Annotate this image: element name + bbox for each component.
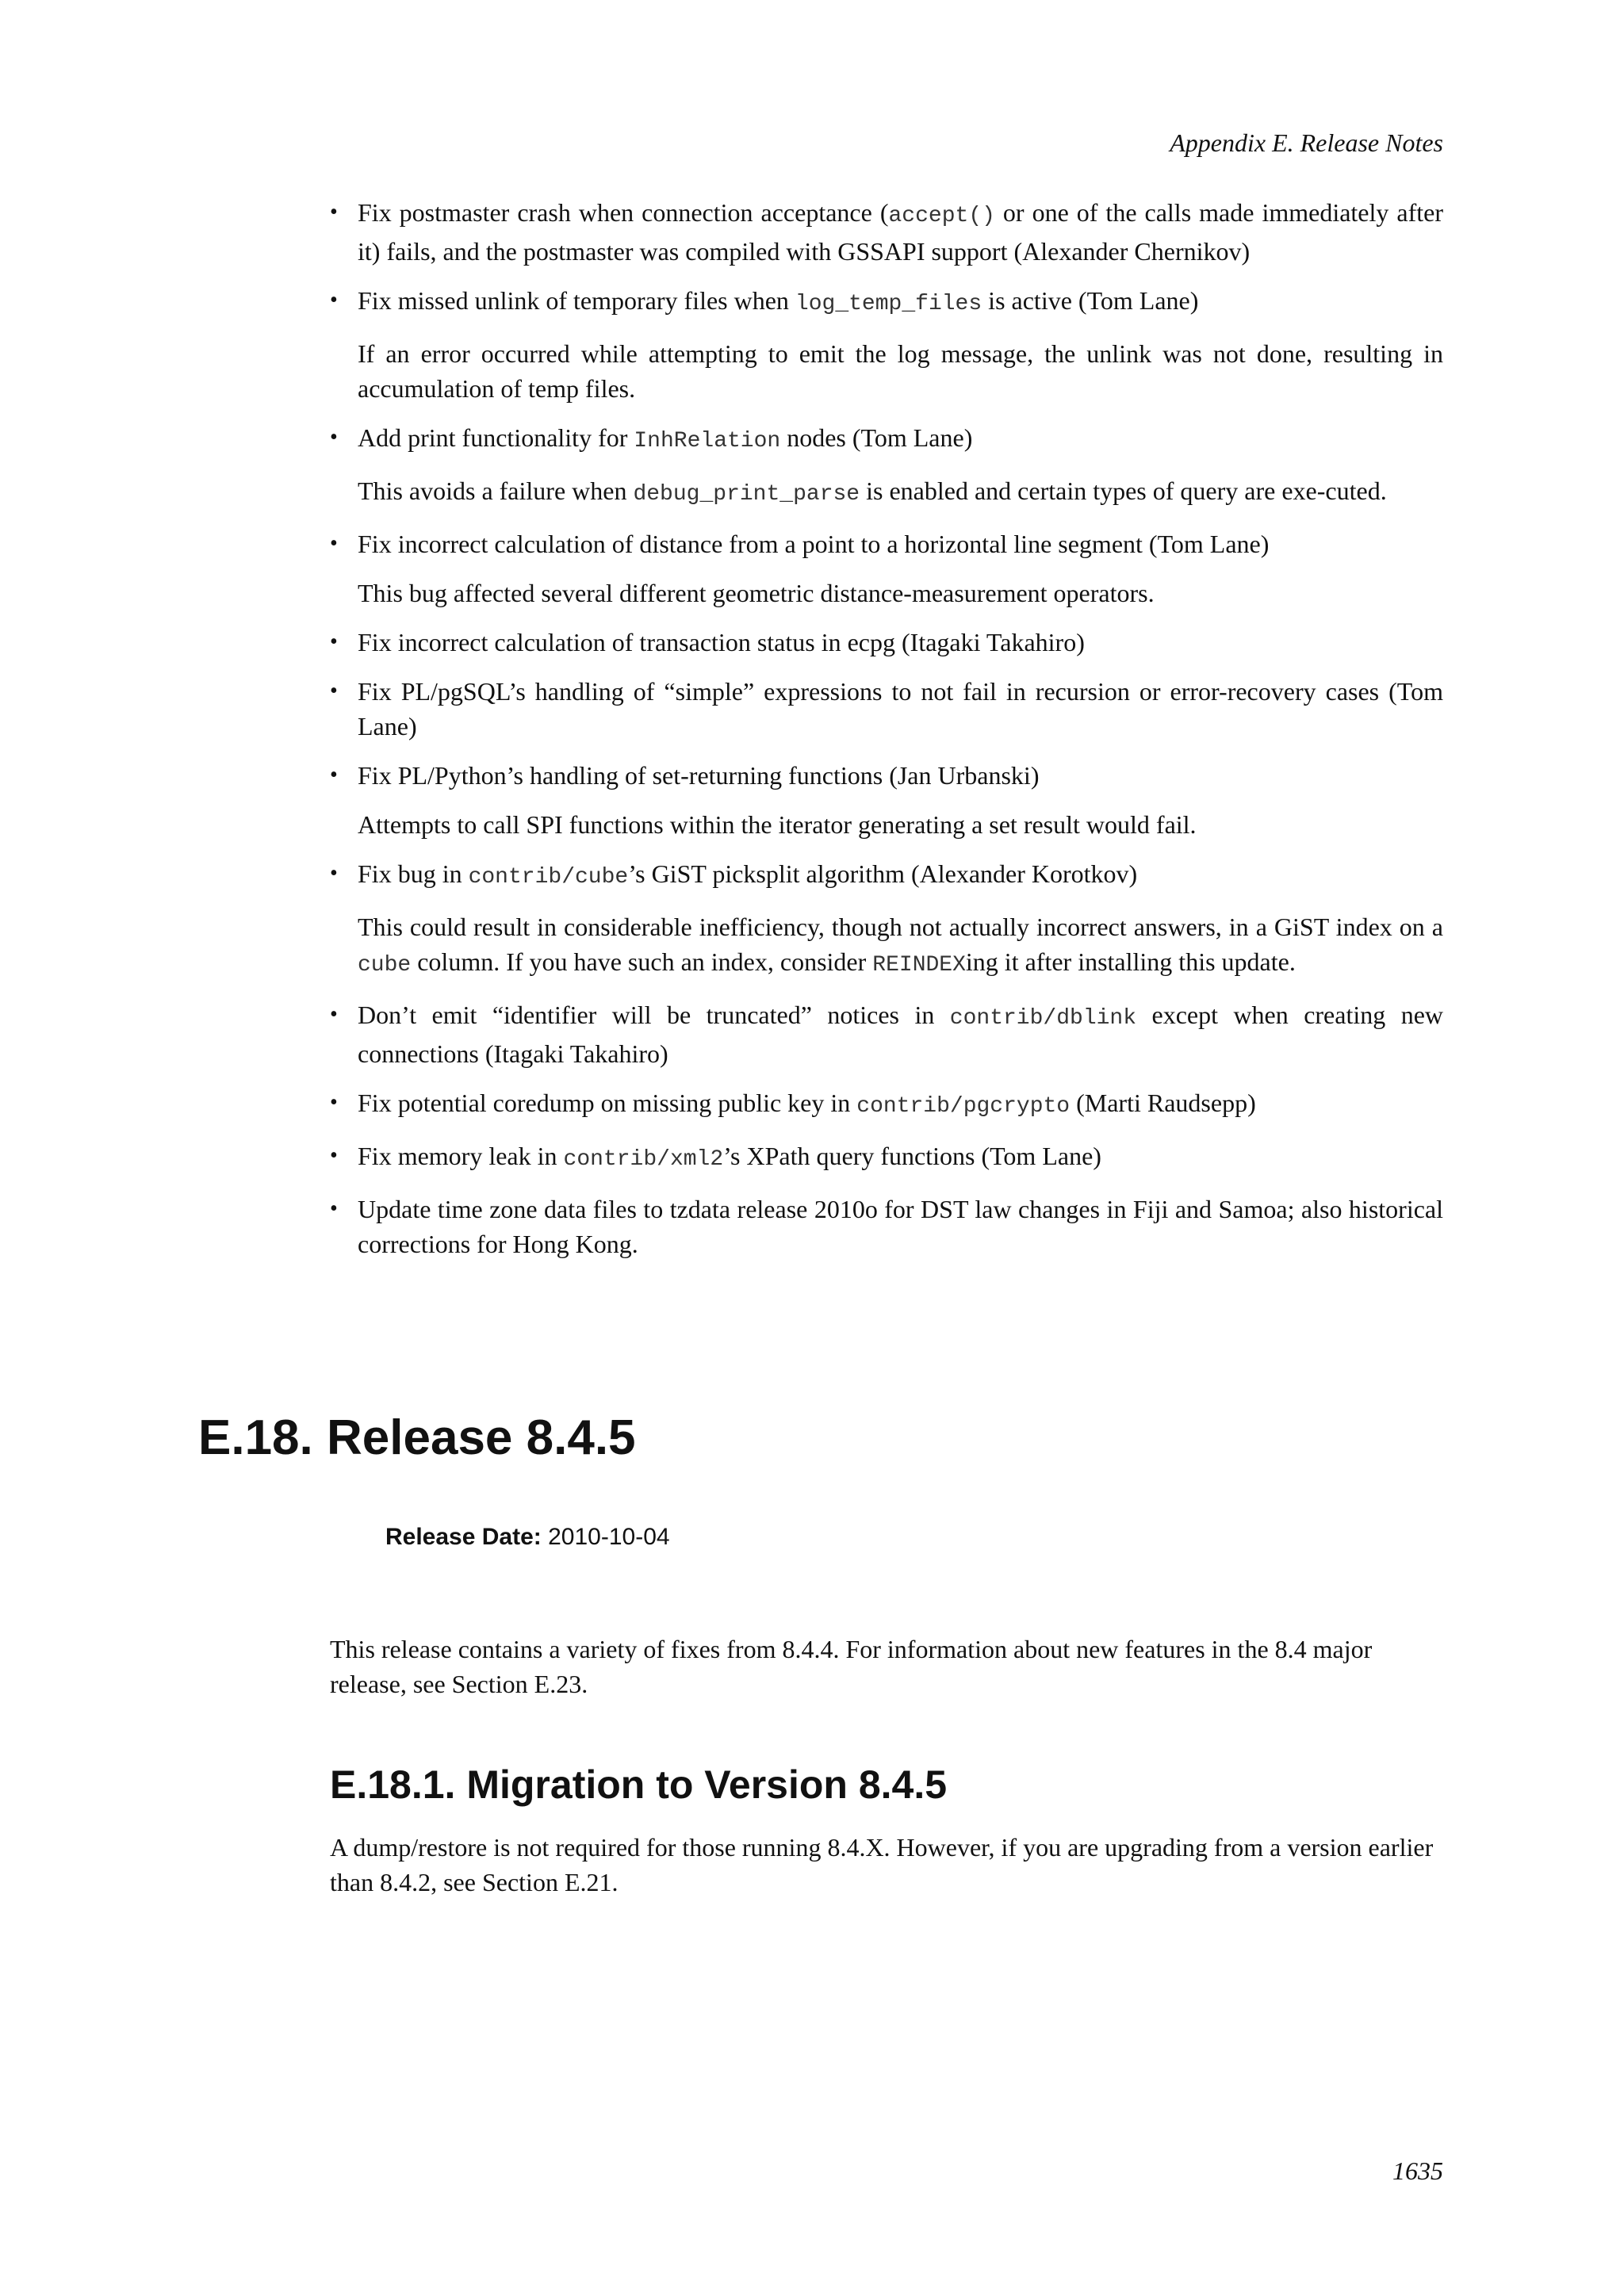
release-date-value: 2010-10-04 bbox=[548, 1524, 670, 1550]
bullet-icon: • bbox=[330, 1002, 338, 1027]
item-summary bbox=[358, 625, 1443, 660]
text-run: This avoids a failure when bbox=[358, 476, 634, 505]
item-detail bbox=[358, 576, 1443, 610]
section-intro: This release contains a variety of fixes from 8.4.4. For information about new features in the 8.4 major release, see Section E.23. bbox=[330, 1635, 1373, 1698]
bullet-icon: • bbox=[330, 763, 338, 787]
fix-list bbox=[330, 195, 1443, 1261]
text-run: column. If you have such an index, consider bbox=[411, 947, 873, 976]
subsection-title: E.18.1. Migration to Version 8.4.5 bbox=[330, 1762, 948, 1807]
item-summary bbox=[358, 997, 1443, 1071]
code-literal: contrib/xml2 bbox=[563, 1147, 724, 1172]
text-run: Fix postmaster crash when connection acceptance ( bbox=[358, 198, 889, 227]
item-detail bbox=[358, 909, 1443, 983]
code-literal: cube bbox=[358, 953, 412, 978]
release-notes-content bbox=[330, 195, 1443, 1276]
text-run: If an error occurred while attempting to emit the log message, the unlink was not done, resulting in accumulation of temp files. bbox=[358, 339, 1443, 403]
text-run: except when creating new connections (Itagaki Takahiro) bbox=[358, 1001, 1444, 1068]
list-item bbox=[330, 856, 1443, 983]
bullet-icon: • bbox=[330, 1196, 338, 1221]
text-run: or one of the calls made immediately after it) fails, and the postmaster was compiled with GSSAPI support (Alexander Chernikov) bbox=[358, 198, 1444, 266]
code-literal: contrib/dblink bbox=[949, 1006, 1137, 1031]
item-detail bbox=[358, 473, 1443, 512]
bullet-icon: • bbox=[330, 679, 338, 703]
text-run: Fix incorrect calculation of transaction status in ecpg (Itagaki Takahiro) bbox=[358, 628, 1085, 656]
list-item bbox=[330, 1138, 1443, 1177]
list-item bbox=[330, 674, 1443, 744]
item-summary bbox=[358, 526, 1443, 561]
item-summary bbox=[358, 758, 1443, 793]
item-summary bbox=[358, 856, 1443, 895]
item-summary bbox=[358, 674, 1443, 744]
item-detail bbox=[358, 807, 1443, 842]
text-run: Fix PL/pgSQL’s handling of “simple” expressions to not fail in recursion or error-recovery cases (Tom Lane) bbox=[358, 677, 1443, 740]
list-item bbox=[330, 997, 1443, 1071]
page-number: 1635 bbox=[1392, 2156, 1443, 2185]
bullet-icon: • bbox=[330, 200, 338, 224]
bullet-icon: • bbox=[330, 1090, 338, 1115]
text-run: Update time zone data files to tzdata release 2010o for DST law changes in Fiji and Samoa; also historical corrections for Hong Kong. bbox=[358, 1195, 1443, 1258]
text-run: Fix potential coredump on missing public key in bbox=[358, 1089, 857, 1117]
bullet-icon: • bbox=[330, 531, 338, 556]
item-summary bbox=[358, 420, 1443, 459]
list-item bbox=[330, 195, 1443, 269]
text-run: ’s XPath query functions (Tom Lane) bbox=[723, 1142, 1101, 1170]
text-run: Fix PL/Python’s handling of set-returning functions (Jan Urbanski) bbox=[358, 761, 1040, 790]
text-run: is active (Tom Lane) bbox=[982, 286, 1199, 315]
text-run: ing it after installing this update. bbox=[965, 947, 1296, 976]
code-literal: InhRelation bbox=[634, 429, 781, 453]
item-summary bbox=[358, 1192, 1443, 1261]
code-literal: log_temp_files bbox=[795, 292, 982, 316]
item-detail bbox=[358, 336, 1443, 406]
text-run: This bug affected several different geometric distance-measurement operators. bbox=[358, 579, 1155, 607]
text-run: is enabled and certain types of query are exe-cuted. bbox=[860, 476, 1387, 505]
list-item bbox=[330, 1192, 1443, 1261]
item-summary bbox=[358, 1138, 1443, 1177]
release-date-label: Release Date: bbox=[385, 1524, 542, 1550]
bullet-icon: • bbox=[330, 861, 338, 886]
list-item bbox=[330, 283, 1443, 406]
list-item bbox=[330, 420, 1443, 512]
text-run: Fix memory leak in bbox=[358, 1142, 564, 1170]
text-run: Attempts to call SPI functions within the iterator generating a set result would fail. bbox=[358, 810, 1197, 839]
code-literal: contrib/cube bbox=[468, 865, 629, 890]
release-date bbox=[385, 1524, 670, 1551]
bullet-icon: • bbox=[330, 629, 338, 654]
list-item bbox=[330, 526, 1443, 610]
bullet-icon: • bbox=[330, 425, 338, 450]
bullet-icon: • bbox=[330, 288, 338, 312]
code-literal: REINDEX bbox=[872, 953, 966, 978]
item-summary bbox=[358, 195, 1443, 269]
item-summary bbox=[358, 283, 1443, 322]
text-run: This could result in considerable inefficiency, though not actually incorrect answers, in a GiST index on a bbox=[358, 913, 1443, 941]
migration-text: A dump/restore is not required for those running 8.4.X. However, if you are upgrading from a version earlier than 8.4.2, see Section E.21. bbox=[330, 1833, 1434, 1896]
text-run: Don’t emit “identifier will be truncated” notices in bbox=[358, 1001, 950, 1029]
code-literal: accept() bbox=[888, 204, 995, 228]
text-run: (Marti Raudsepp) bbox=[1070, 1089, 1256, 1117]
bullet-icon: • bbox=[330, 1143, 338, 1168]
text-run: nodes (Tom Lane) bbox=[780, 423, 973, 452]
code-literal: debug_print_parse bbox=[633, 482, 860, 507]
text-run: ’s GiST picksplit algorithm (Alexander Korotkov) bbox=[628, 859, 1138, 888]
item-summary bbox=[358, 1085, 1443, 1124]
text-run: Fix incorrect calculation of distance from a point to a horizontal line segment (Tom Lane) bbox=[358, 530, 1270, 558]
text-run: Fix missed unlink of temporary files when bbox=[358, 286, 795, 315]
code-literal: contrib/pgcrypto bbox=[856, 1094, 1071, 1119]
text-run: Fix bug in bbox=[358, 859, 469, 888]
section-title: E.18. Release 8.4.5 bbox=[198, 1410, 636, 1465]
text-run: Add print functionality for bbox=[358, 423, 634, 452]
list-item bbox=[330, 758, 1443, 842]
list-item bbox=[330, 625, 1443, 660]
list-item bbox=[330, 1085, 1443, 1124]
running-header: Appendix E. Release Notes bbox=[1170, 128, 1443, 157]
